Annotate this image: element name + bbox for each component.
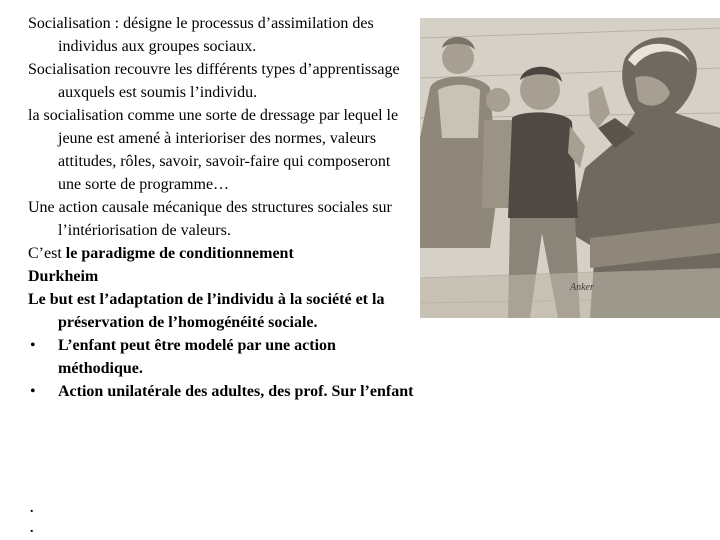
- paradigme-prefix: C’est: [28, 245, 66, 262]
- paragraph-dressage: la socialisation comme une sorte de dressage par lequel le jeune est amené à interioriser des normes, valeurs attitudes, rôles, savoir, savoir-faire qui composeront une sorte de programme…: [28, 107, 399, 193]
- paragraph-action-causale: Une action causale mécanique des structures sociales sur l’intériorisation de valeurs.: [28, 199, 392, 239]
- bullet-item: [28, 380, 416, 403]
- engraving-old-man-with-children-icon: [420, 18, 720, 318]
- trailing-dot: .: [30, 501, 34, 516]
- bullet-icon: •: [30, 383, 36, 400]
- bullet-icon: •: [30, 337, 36, 354]
- artist-signature: Anker: [570, 282, 594, 293]
- bullet-item: [28, 334, 416, 380]
- paragraph-paradigme: [28, 242, 416, 265]
- paragraph-apprentissage: Socialisation recouvre les différents types d’apprentissage auxquels est soumis l’individu.: [28, 61, 400, 101]
- paragraph-but: Le but est l’adaptation de l’individu à la société et la préservation de l’homogénéité sociale.: [28, 291, 385, 331]
- engraving-illustration: [420, 18, 720, 318]
- paradigme-emphasis: le paradigme de conditionnement: [65, 245, 294, 262]
- definition-socialisation: Socialisation : désigne le processus d’assimilation des individus aux groupes sociaux.: [28, 15, 374, 55]
- trailing-dot: .: [30, 521, 34, 536]
- bullet-text: Action unilatérale des adultes, des prof. Sur l’enfant: [58, 383, 414, 400]
- slide-text: [28, 12, 416, 403]
- author-durkheim: Durkheim: [28, 268, 99, 285]
- bullet-text: L’enfant peut être modelé par une action méthodique.: [58, 337, 336, 377]
